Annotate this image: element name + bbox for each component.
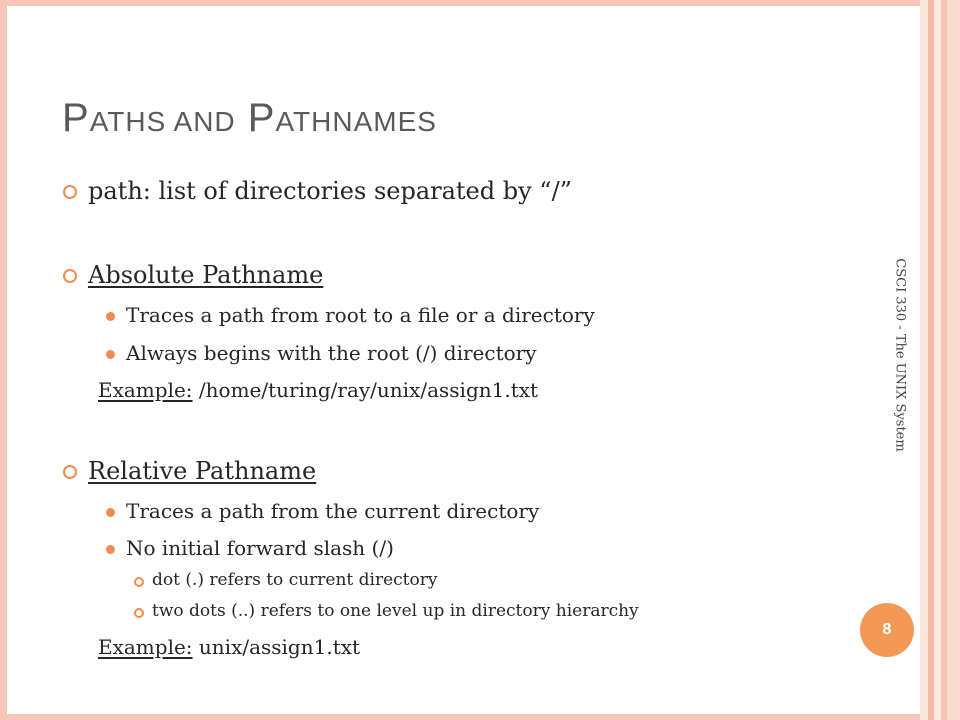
title-smallcaps: ATHNAMES (275, 106, 437, 137)
bullet-ring-icon (63, 465, 77, 479)
absolute-heading: Absolute Pathname (88, 261, 324, 289)
example-value: unix/assign1.txt (192, 635, 361, 659)
frame-top (0, 0, 920, 6)
relative-subitem: two dots (..) refers to one level up in directory hierarchy (152, 601, 639, 621)
title-smallcaps: ATHS AND (89, 106, 236, 137)
page-number: 8 (882, 621, 892, 638)
frame-stripe (934, 0, 941, 720)
slide-title (62, 96, 437, 141)
absolute-item: Always begins with the root (/) directory (126, 341, 537, 365)
bullet-dot-icon (106, 312, 115, 321)
bullet-ring-icon (63, 269, 77, 283)
bullet-ring-icon (63, 185, 77, 199)
bullet-dot-icon (106, 508, 115, 517)
course-label: CSCI 330 - The UNIX System (892, 258, 908, 452)
relative-heading: Relative Pathname (88, 457, 317, 485)
frame-stripe (947, 0, 960, 720)
bullet-dot-icon (106, 350, 115, 359)
relative-item: No initial forward slash (/) (126, 536, 394, 560)
absolute-example (98, 378, 538, 402)
relative-example (98, 635, 360, 659)
bullet-small-ring-icon (134, 577, 144, 587)
frame-left (0, 0, 7, 720)
frame-stripe (920, 0, 928, 720)
title-cap: P (62, 96, 90, 140)
frame-bottom (0, 714, 920, 720)
example-label: Example: (98, 635, 193, 659)
bullet-dot-icon (106, 545, 115, 554)
title-cap: P (247, 96, 276, 140)
relative-subitem: dot (.) refers to current directory (152, 570, 438, 590)
absolute-item: Traces a path from root to a file or a directory (126, 303, 595, 327)
path-definition: path: list of directories separated by “/” (88, 177, 572, 205)
bullet-small-ring-icon (134, 608, 144, 618)
page-number-badge (860, 603, 914, 657)
relative-item: Traces a path from the current directory (126, 499, 540, 523)
example-value: /home/turing/ray/unix/assign1.txt (192, 378, 539, 402)
example-label: Example: (98, 378, 193, 402)
